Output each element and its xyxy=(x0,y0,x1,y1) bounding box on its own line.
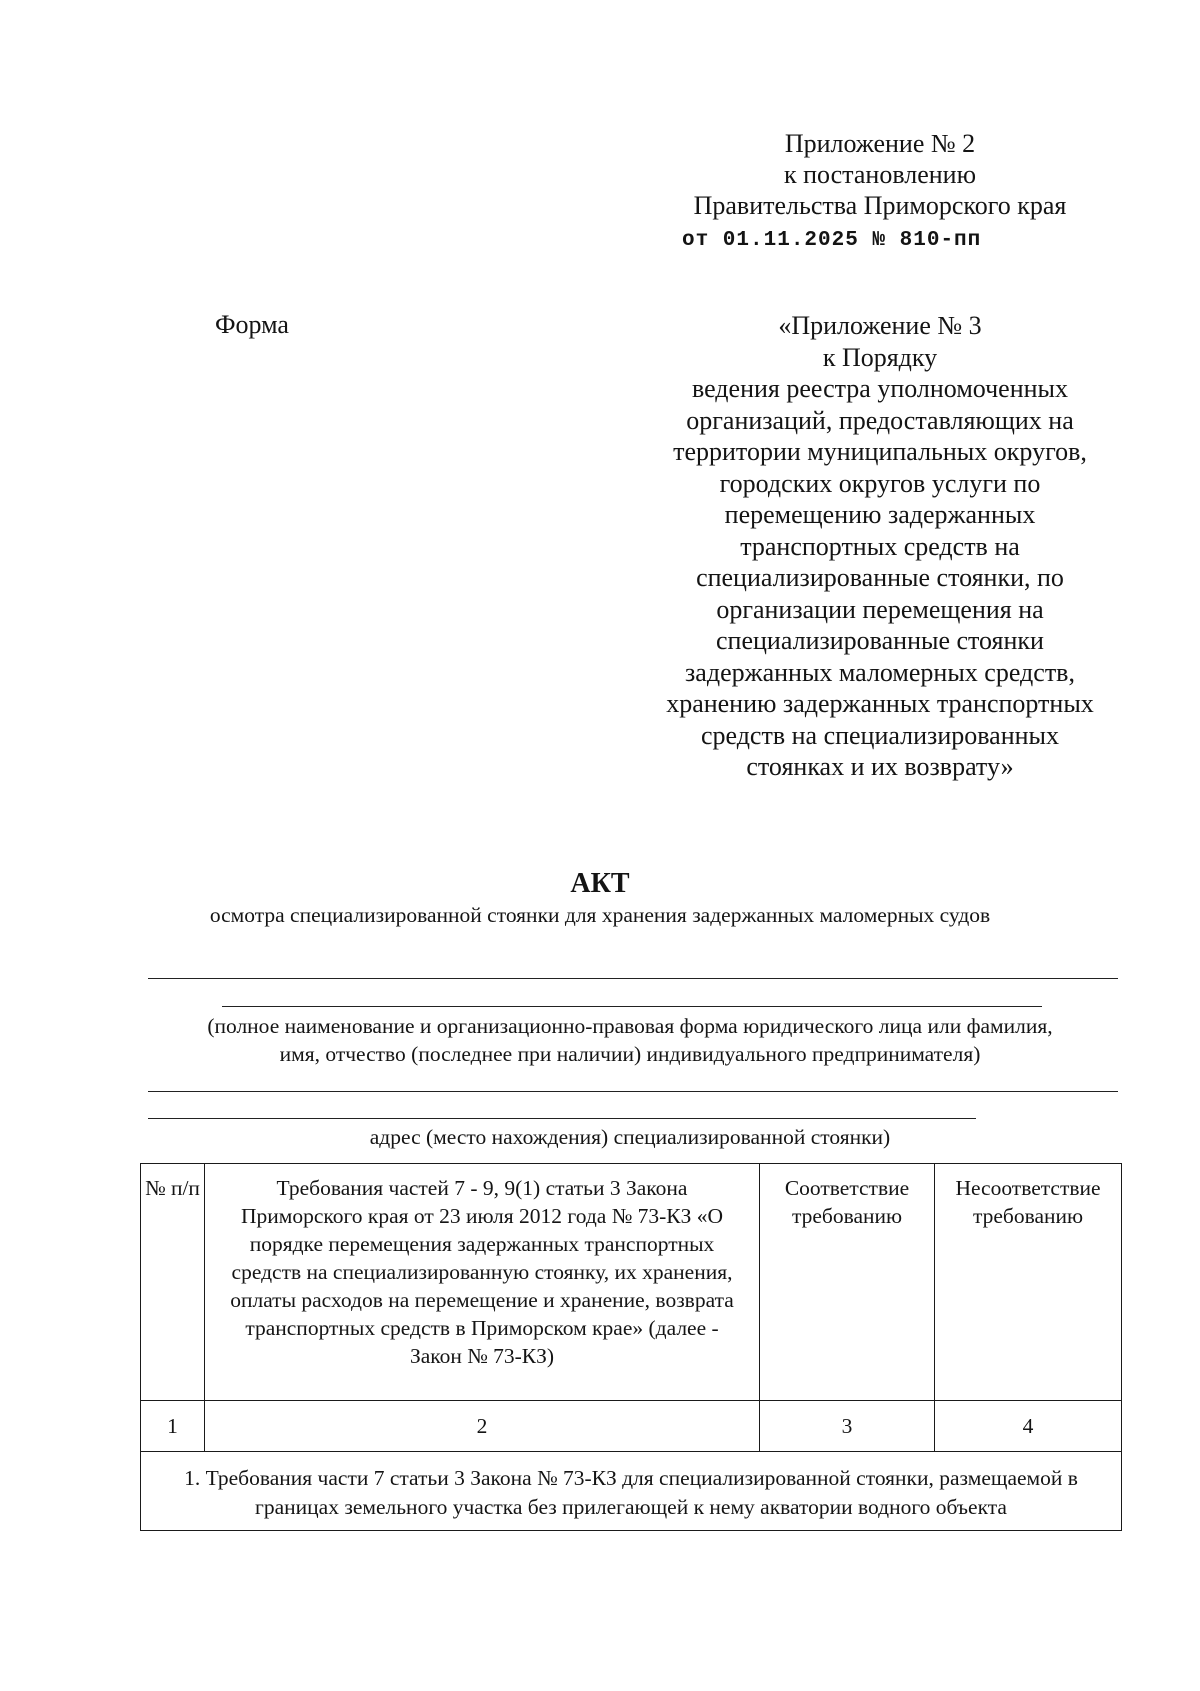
act-title: АКТ xyxy=(570,868,630,899)
annex-order-line: хранению задержанных транспортных xyxy=(666,689,1094,718)
table-header-row xyxy=(141,1164,1122,1401)
header-number: № п/п xyxy=(141,1164,205,1401)
annex-order-line: городских округов услуги по xyxy=(719,468,1041,498)
section-1-heading: 1. Требования части 7 статьи 3 Закона № 73-КЗ для специализированной стоянки, размещаемой в границах земельного участка без прилегающей к нему акватории водного объекта xyxy=(141,1452,1122,1531)
annex-order-line: ведения реестра уполномоченных xyxy=(691,374,1069,403)
address-caption: адрес (место нахождения) специализированной стоянки) xyxy=(369,1125,891,1149)
entity-name-blank-line xyxy=(148,978,1118,979)
entity-name-caption xyxy=(130,1012,1130,1068)
act-subtitle: осмотра специализированной стоянки для хранения задержанных маломерных судов xyxy=(209,903,991,927)
column-number: 3 xyxy=(760,1401,935,1452)
header-requirements: Требования частей 7 - 9, 9(1) статьи 3 Закона Приморского края от 23 июля 2012 года № 73-КЗ «О порядке перемещения задержанных транспортных средств на специализированную стоянку, их хранения, оплаты расходов на перемещение и хранение, возврата транспортных средств в Приморском крае» (далее - Закон № 73-КЗ) xyxy=(205,1164,760,1401)
annex-order-line: средств на специализированных xyxy=(700,720,1060,750)
section-row xyxy=(141,1452,1122,1531)
column-number: 1 xyxy=(141,1401,205,1452)
annex-header-line-2: к постановлению xyxy=(783,160,977,189)
annex-order-line: организации перемещения на xyxy=(716,594,1044,624)
annex-order-line: организаций, предоставляющих на xyxy=(686,405,1074,435)
annex-header-line-3: Правительства Приморского края xyxy=(693,191,1067,220)
annex-header xyxy=(640,128,1120,256)
annex-order-line: перемещению задержанных xyxy=(724,500,1036,529)
entity-name-caption-line-2: имя, отчество (последнее при наличии) индивидуального предпринимателя) xyxy=(279,1042,981,1066)
address-blank-line xyxy=(148,1118,976,1119)
annex-order-block xyxy=(640,310,1120,783)
column-number: 2 xyxy=(205,1401,760,1452)
column-number: 4 xyxy=(935,1401,1122,1452)
entity-name-caption-line-1: (полное наименование и организационно-правовая форма юридического лица или фамилия, xyxy=(207,1014,1053,1038)
annex-order-line: задержанных маломерных средств, xyxy=(685,657,1075,687)
annex-order-line: специализированные стоянки, по xyxy=(696,563,1064,592)
requirements-table xyxy=(140,1163,1122,1531)
annex-order-line: стоянках и их возврату» xyxy=(746,752,1014,781)
annex-header-line-1: Приложение № 2 xyxy=(784,129,976,158)
annex-order-line: специализированные стоянки xyxy=(716,626,1044,655)
column-numbers-row xyxy=(141,1401,1122,1452)
header-noncompliance: Несоответствие требованию xyxy=(935,1164,1122,1401)
form-label: Форма xyxy=(215,310,289,339)
annex-order-line: территории муниципальных округов, xyxy=(673,437,1087,466)
annex-order-line: к Порядку xyxy=(822,342,938,372)
header-compliance: Соответствие требованию xyxy=(760,1164,935,1401)
entity-name-blank-line xyxy=(222,1006,1042,1007)
annex-order-line: «Приложение № 3 xyxy=(778,311,982,340)
resolution-date-number: от 01.11.2025 № 810-пп xyxy=(682,229,982,252)
annex-order-line: транспортных средств на xyxy=(740,531,1020,561)
address-blank-line xyxy=(148,1091,1118,1092)
